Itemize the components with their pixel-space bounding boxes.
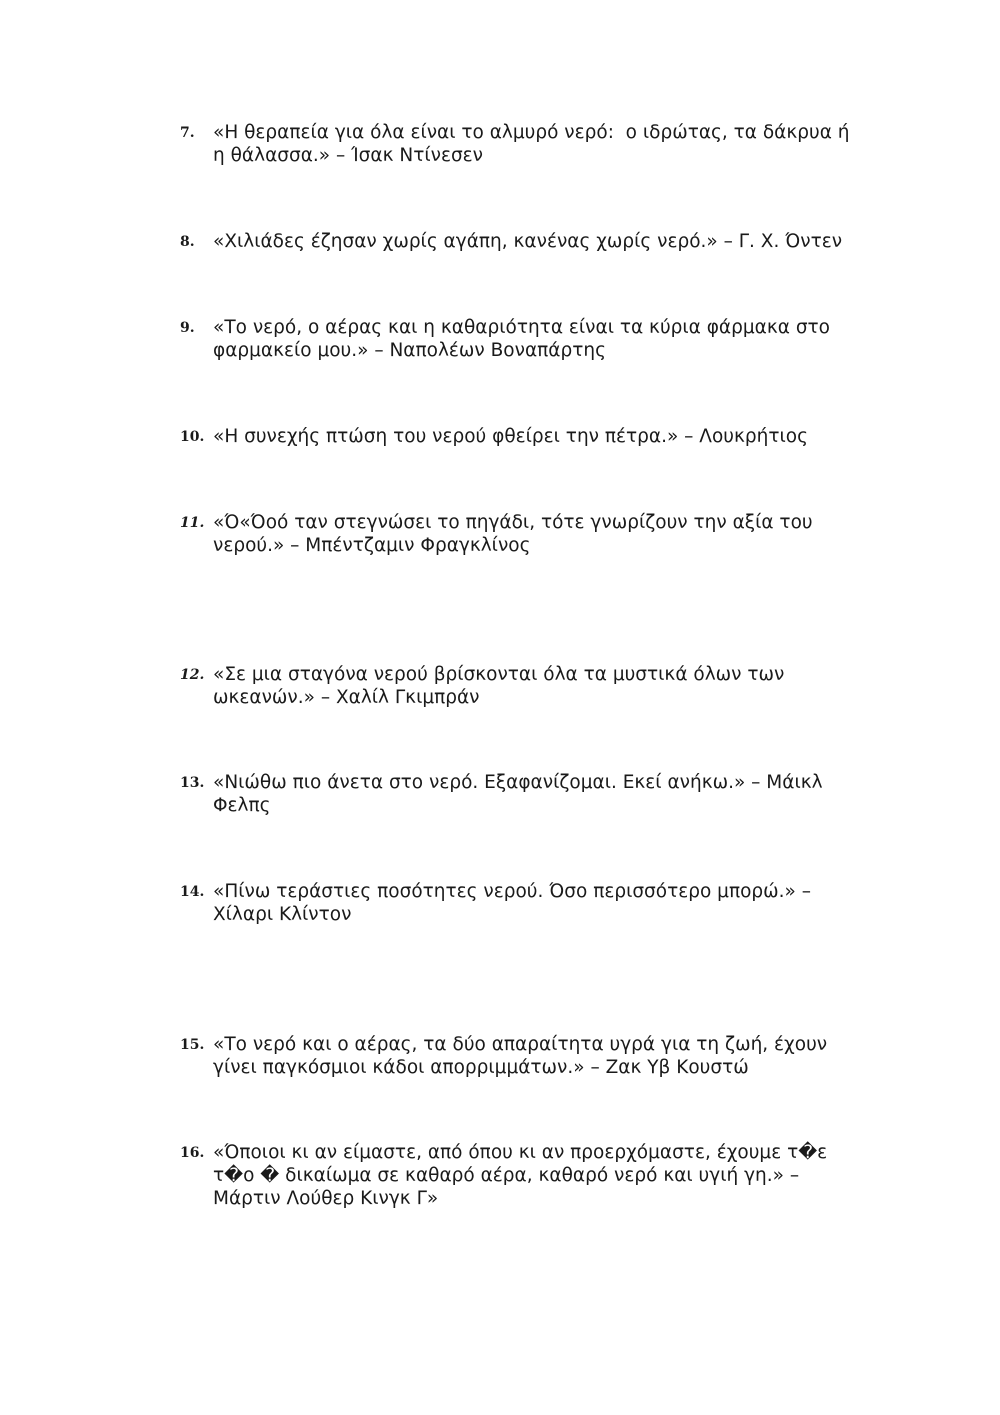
quote-number: 11. bbox=[180, 515, 205, 531]
quote-item-11 bbox=[180, 511, 860, 557]
quote-item-9 bbox=[180, 316, 860, 362]
quote-number: 7. bbox=[180, 125, 195, 141]
quote-number: 14. bbox=[180, 884, 205, 900]
quote-text: «Πίνω τεράστιες ποσότητες νερού. Όσο περισσότερο μπορώ.» – Χίλαρι Κλίντον bbox=[213, 881, 811, 925]
quote-item-16 bbox=[180, 1141, 860, 1210]
quote-number: 12. bbox=[180, 667, 205, 683]
quote-item-7 bbox=[180, 121, 860, 167]
quote-text: «Η θεραπεία για όλα είναι το αλμυρό νερό: ο ιδρώτας, τα δάκρυα ή η θάλασσα.» – Ίσακ Ντίνεσεν bbox=[213, 122, 850, 166]
quote-item-10 bbox=[180, 425, 860, 448]
quote-number: 16. bbox=[180, 1145, 205, 1161]
quote-number: 8. bbox=[180, 234, 195, 250]
quote-item-8 bbox=[180, 230, 860, 253]
quote-text: «Το νερό και ο αέρας, τα δύο απαραίτητα υγρά για τη ζωή, έχουν γίνει παγκόσμιοι κάδοι απορριμμάτων.» – Ζακ Υβ Κουστώ bbox=[213, 1034, 828, 1078]
quote-number: 10. bbox=[180, 429, 205, 445]
quote-text: «Το νερό, ο αέρας και η καθαριότητα είναι τα κύρια φάρμακα στο φαρμακείο μου.» – Ναπολέων Βοναπάρτης bbox=[213, 317, 830, 361]
quote-item-12 bbox=[180, 663, 860, 709]
quote-text: «Σε μια σταγόνα νερού βρίσκονται όλα τα μυστικά όλων των ωκεανών.» – Χαλίλ Γκιμπράν bbox=[213, 664, 785, 708]
quote-text: «Όποιοι κι αν είμαστε, από όπου κι αν προερχόμαστε, έχουμε τ�ε τ�ο � δικαίωμα σε καθαρό αέρα, καθαρό νερό και υγιή γη.» – Μάρτιν Λούθερ Κινγκ Γ» bbox=[213, 1142, 828, 1209]
quote-number: 13. bbox=[180, 775, 205, 791]
quote-item-13 bbox=[180, 771, 860, 817]
quote-number: 15. bbox=[180, 1037, 205, 1053]
quote-text: «Χιλιάδες έζησαν χωρίς αγάπη, κανένας χωρίς νερό.» – Γ. Χ. Όντεν bbox=[213, 231, 843, 252]
quote-item-15 bbox=[180, 1033, 860, 1079]
quote-text: «Η συνεχής πτώση του νερού φθείρει την πέτρα.» – Λουκρήτιος bbox=[213, 426, 808, 447]
quote-text: «Νιώθω πιο άνετα στο νερό. Εξαφανίζομαι. Εκεί ανήκω.» – Μάικλ Φελπς bbox=[213, 772, 823, 816]
quote-text: «Ό«Όοό ταν στεγνώσει το πηγάδι, τότε γνωρίζουν την αξία του νερού.» – Μπέντζαμιν Φραγκλίνος bbox=[213, 512, 813, 556]
quote-number: 9. bbox=[180, 320, 195, 336]
quote-item-14 bbox=[180, 880, 860, 926]
